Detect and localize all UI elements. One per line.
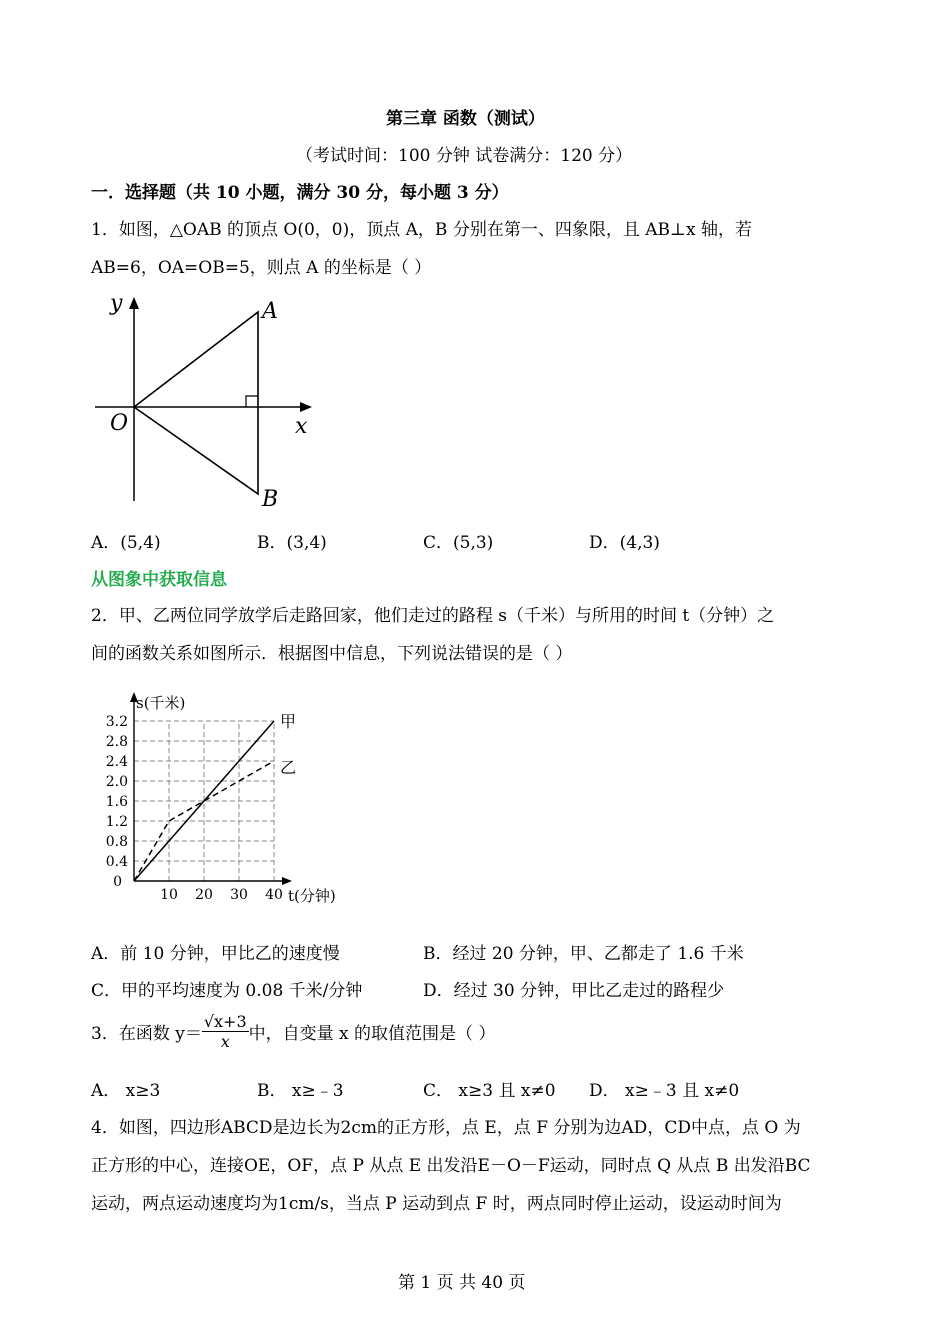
y-tick-label: 2.4 — [105, 754, 128, 770]
y-tick-label: 2.8 — [105, 734, 128, 750]
exam-info: （考试时间：100 分钟 试卷满分：120 分） — [296, 146, 633, 166]
section-heading: 一．选择题（共 10 小题，满分 30 分，每小题 3 分） — [91, 183, 509, 203]
y-tick-label: 2.0 — [105, 774, 128, 790]
q1-option-c: C．(5,3) — [423, 533, 494, 553]
y-tick-label: 0.8 — [105, 834, 128, 850]
page-title: 第三章 函数（测试） — [386, 109, 545, 129]
y-tick-label: 0.4 — [105, 854, 128, 870]
q2-option-d: D．经过 30 分钟，甲比乙走过的路程少 — [423, 981, 725, 1001]
y-tick-label: 3.2 — [105, 714, 128, 730]
origin-label: 0 — [113, 874, 122, 890]
q4-text-line2: 正方形的中心，连接OE，OF，点 P 从点 E 出发沿E－O－F运动，同时点 Q 从点 B 出发沿BC — [91, 1156, 811, 1176]
y-axis-title: s(千米) — [136, 694, 186, 712]
q2-option-c: C．甲的平均速度为 0.08 千米/分钟 — [91, 981, 363, 1001]
q1-text-line2: AB=6，OA=OB=5，则点 A 的坐标是（ ） — [91, 258, 432, 278]
q4-text-line3: 运动，两点运动速度均为1cm/s，当点 P 运动到点 F 时，两点同时停止运动，设运动时间为 — [91, 1194, 782, 1214]
origin-label: O — [110, 411, 129, 436]
q1-triangle-figure — [88, 288, 328, 518]
q2-option-a: A．前 10 分钟，甲比乙的速度慢 — [91, 944, 340, 964]
series-label-2: 乙 — [280, 758, 297, 777]
q2-distance-time-chart — [98, 688, 358, 913]
x-axis-title: t(分钟) — [288, 887, 336, 905]
y-tick-label: 1.6 — [105, 794, 128, 810]
q3-denominator: x — [220, 1032, 230, 1051]
q1-option-d: D．(4,3) — [589, 533, 660, 553]
y-axis-label: y — [110, 291, 123, 316]
q4-text-line1: 4．如图，四边形ABCD是边长为2cm的正方形，点 E，点 F 分别为边AD，CD中点，点 O 为 — [91, 1118, 801, 1138]
x-axis-label: x — [295, 414, 308, 439]
q3-option-c: C． x≥3 且 x≠0 — [423, 1081, 556, 1101]
x-tick-label: 30 — [230, 887, 248, 903]
page-number: 第 1 页 共 40 页 — [398, 1273, 526, 1293]
q2-text-line1: 2．甲、乙两位同学放学后走路回家，他们走过的路程 s（千米）与所用的时间 t（分钟）之 — [91, 606, 775, 626]
topic-label: 从图象中获取信息 — [91, 570, 227, 590]
q1-option-b: B．(3,4) — [257, 533, 327, 553]
x-tick-label: 40 — [265, 887, 283, 903]
x-axis-arrow — [282, 877, 292, 885]
q2-option-b: B．经过 20 分钟，甲、乙都走了 1.6 千米 — [423, 944, 744, 964]
q3-option-a: A． x≥3 — [91, 1081, 161, 1101]
series-label-1: 甲 — [280, 712, 297, 731]
q1-option-a: A．(5,4) — [91, 533, 161, 553]
point-b-label: B — [262, 487, 279, 512]
q3-option-b: B． x≥﹣3 — [257, 1081, 344, 1101]
q3-numerator: √x+3 — [203, 1012, 247, 1031]
point-a-label: A — [262, 299, 278, 324]
q2-text-line2: 间的函数关系如图所示．根据图中信息，下列说法错误的是（ ） — [91, 644, 573, 664]
q3-option-d: D． x≥﹣3 且 x≠0 — [589, 1081, 740, 1101]
q3-fraction — [202, 1012, 249, 1051]
q3-prefix: 3．在函数 y＝ — [91, 1024, 202, 1044]
q3-text — [91, 1012, 495, 1051]
q1-text-line1: 1．如图，△OAB 的顶点 O(0，0)，顶点 A，B 分别在第一、四象限，且 AB⊥x 轴，若 — [91, 220, 752, 240]
x-tick-label: 10 — [160, 887, 178, 903]
q3-suffix: 中，自变量 x 的取值范围是（ ） — [248, 1024, 496, 1044]
y-tick-label: 1.2 — [105, 814, 128, 830]
x-tick-label: 20 — [195, 887, 213, 903]
